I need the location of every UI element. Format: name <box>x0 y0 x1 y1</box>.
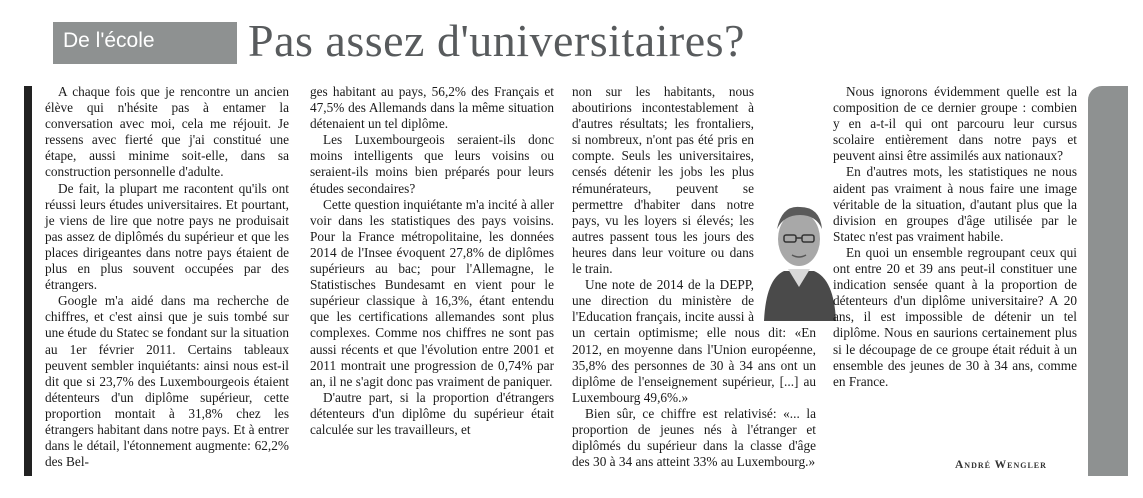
article-column-2 <box>310 84 554 438</box>
paragraph: Les Luxembourgeois seraient-ils donc moins intelligents que leurs voisins ou seraient-ils moins bien préparés pour leurs études secondaires? <box>310 132 554 196</box>
paragraph: ges habitant au pays, 56,2% des Français et 47,5% des Allemands dans la même situation détenaient un tel diplôme. <box>310 84 554 132</box>
author-byline: André Wengler <box>955 459 1047 471</box>
paragraph: non sur les habitants, nous aboutirions incontestablement à d'autres résultats; les frontaliers, si nombreux, n'ont pas été pris en compte. Seuls les universitaires, censés détenir les jobs les plus rémunérateurs, peuvent se permettre d'habiter dans notre pays, vu les loyers si élevés; les autres passent tous les jours des heures dans leur voiture ou dans le train. <box>572 84 754 277</box>
article-column-3 <box>572 84 816 470</box>
article-column-1 <box>45 84 289 470</box>
paragraph: En quoi un ensemble regroupant ceux qui ont entre 20 et 39 ans peut-il constituer une indication sensée quant à la proportion de détenteurs d'un diplôme universitaire? A 20 ans, il est impossible de détenir un tel diplôme. Nous en saurions certainement plus si le découpage de ce groupe était réduit à un ensemble des jeunes de 30 à 34 ans, comme en France. <box>833 244 1077 389</box>
article-column-4 <box>833 84 1077 390</box>
right-edge-tab <box>1088 86 1128 476</box>
paragraph: Nous ignorons évidemment quelle est la composition de ce dernier groupe : combien y en a-t-il qui ont parcouru leur cursus scolaire entièrement dans notre pays et peuvent ainsi être assimilés aux nationaux? <box>833 84 1077 164</box>
paragraph: Bien sûr, ce chiffre est relativisé: «... la proportion de jeunes nés à l'étranger et diplômés du supérieur dans la classe d'âge des 30 à 34 ans atteint 33% au Luxembourg.» <box>572 405 816 470</box>
section-rubric: De l'école <box>53 22 237 64</box>
paragraph: De fait, la plupart me racontent qu'ils ont réussi leurs études universitaires. Et pourtant, je viens de lire que notre pays ne produisait pas assez de diplômés du supérieur et que les places dirigeantes dans notre pays étaient de plus en plus souvent occupées par des étrangers. <box>45 180 289 293</box>
paragraph: A chaque fois que je rencontre un ancien élève qui n'hésite pas à entamer la conversation avec moi, cela me réjouit. Je ressens avec fierté que j'ai constitué une étape, aussi minime soit-elle, dans sa construction personnelle d'adulte. <box>45 84 289 180</box>
author-portrait-image <box>760 183 838 321</box>
paragraph: Une note de 2014 de la DEPP, une direction du ministère de l'Education français, incite aussi à un certain optimisme; elle nous dit: «En 2012, en moyenne dans l'Union européenne, 35,8% des personnes de 30 à 34 ans ont un diplôme de l'enseignement supérieur, [...] au Luxembourg 49,6%.» <box>572 277 816 405</box>
paragraph: D'autre part, si la proportion d'étrangers détenteurs d'un diplôme du supérieur était calculée sur les travailleurs, et <box>310 389 554 437</box>
paragraph: Google m'a aidé dans ma recherche de chiffres, et c'est ainsi que je suis tombé sur une étude du Statec se fondant sur la situation au 1er février 2011. Certains tableaux peuvent sembler inquiétants: ainsi nous est-il dit que si 23,7% des Luxembourgeois étaient détenteurs d'un diplôme supérieur, cette proportion montait à 31,8% chez les étrangers habitant dans notre pays. Et à entrer dans le détail, l'étonnement augmente: 62,2% des Bel- <box>45 293 289 470</box>
left-rule <box>24 86 32 476</box>
article-headline: Pas assez d'universitaires? <box>248 15 745 66</box>
paragraph: En d'autres mots, les statistiques ne nous aident pas vraiment à nous faire une image véritable de la situation, d'autant plus que la division en groupes d'âge utilisée par le Statec n'est pas vraiment habile. <box>833 164 1077 244</box>
paragraph: Cette question inquiétante m'a incité à aller voir dans les statistiques des pays voisins. Pour la France métropolitaine, les données 2014 de l'Insee évoquent 27,8% de diplômes supérieurs au bac; pour l'Allemagne, le Statistisches Bundesamt en vient pour le supérieur classique à 16,3%, étant entendu que les certifications allemandes sont plus complexes. Comme nos chiffres ne sont pas aussi récents et que l'évolution entre 2001 et 2011 montrait une progression de 0,74% par an, il ne s'agit donc pas vraiment de paniquer. <box>310 196 554 389</box>
author-photo <box>760 183 832 319</box>
